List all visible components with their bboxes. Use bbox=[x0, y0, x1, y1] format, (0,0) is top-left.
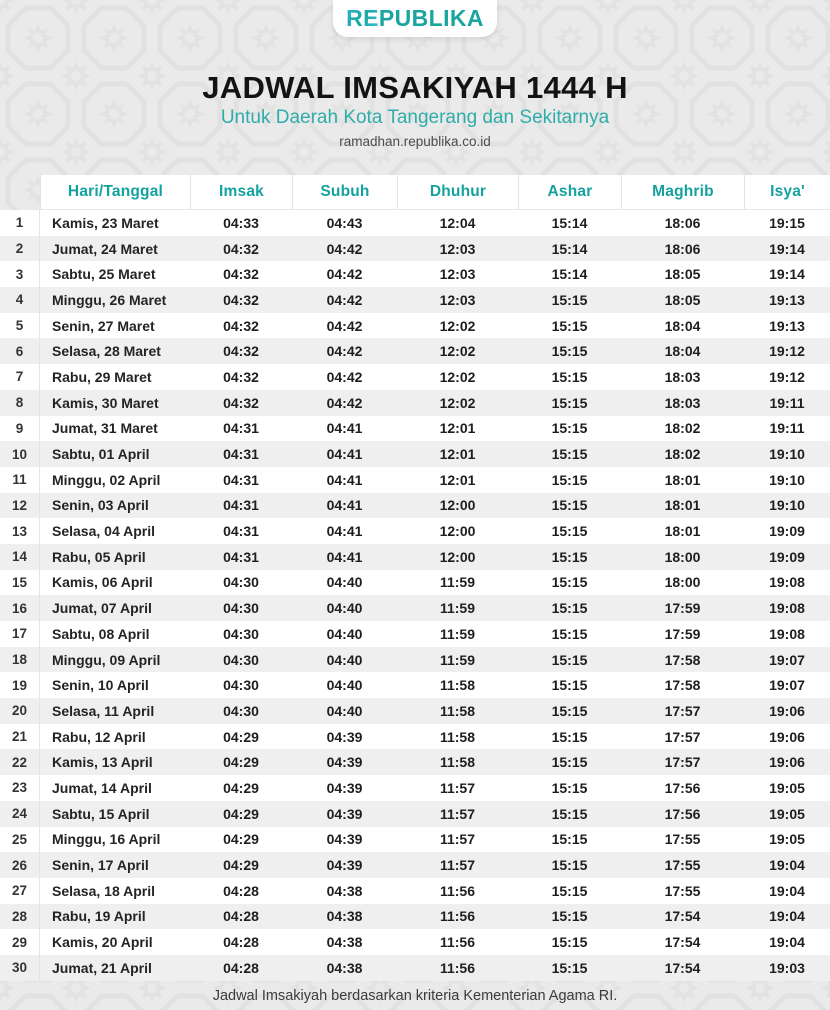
table-row bbox=[0, 261, 830, 287]
dhuhur-time: 12:03 bbox=[439, 266, 476, 283]
subuh-time: 04:38 bbox=[326, 934, 363, 951]
isya-time: 19:05 bbox=[769, 779, 805, 796]
row-number: 21 bbox=[0, 724, 40, 750]
imsak-time: 04:30 bbox=[223, 600, 259, 617]
maghrib-time: 18:03 bbox=[664, 394, 701, 411]
table-row bbox=[0, 338, 830, 364]
subuh-time: 04:40 bbox=[326, 574, 363, 591]
table-row bbox=[0, 724, 830, 750]
table-row bbox=[0, 441, 830, 467]
maghrib-time: 17:58 bbox=[664, 677, 701, 694]
dhuhur-time: 12:04 bbox=[439, 214, 476, 231]
row-number: 8 bbox=[0, 390, 40, 416]
header-cell-maghrib: Maghrib bbox=[621, 175, 744, 210]
republika-logo-badge bbox=[333, 0, 497, 37]
ashar-time: 15:15 bbox=[551, 548, 588, 565]
header-cell-number bbox=[0, 175, 40, 210]
day-date-cell: Senin, 03 April bbox=[52, 497, 149, 514]
maghrib-time: 17:58 bbox=[664, 651, 701, 668]
subuh-time: 04:38 bbox=[326, 882, 363, 899]
dhuhur-time: 12:03 bbox=[439, 240, 476, 257]
subuh-time: 04:41 bbox=[326, 523, 363, 540]
dhuhur-time: 12:03 bbox=[439, 291, 476, 308]
isya-time: 19:08 bbox=[769, 574, 805, 591]
table-row bbox=[0, 570, 830, 596]
imsak-time: 04:30 bbox=[223, 625, 259, 642]
table-row bbox=[0, 929, 830, 955]
day-date-cell: Senin, 17 April bbox=[52, 857, 149, 874]
table-row bbox=[0, 852, 830, 878]
imsak-time: 04:31 bbox=[223, 548, 259, 565]
maghrib-time: 17:57 bbox=[664, 754, 701, 771]
ashar-time: 15:14 bbox=[551, 214, 588, 231]
ashar-time: 15:15 bbox=[551, 446, 588, 463]
day-date-cell: Rabu, 12 April bbox=[52, 728, 146, 745]
day-date-cell: Minggu, 26 Maret bbox=[52, 291, 167, 308]
row-number: 11 bbox=[0, 467, 40, 493]
subuh-time: 04:40 bbox=[326, 625, 363, 642]
ashar-time: 15:15 bbox=[551, 831, 588, 848]
imsak-time: 04:31 bbox=[223, 420, 259, 437]
imsak-time: 04:32 bbox=[223, 240, 259, 257]
header-cell-day-date: Hari/Tanggal bbox=[40, 175, 190, 210]
imsak-time: 04:31 bbox=[223, 523, 259, 540]
table-row bbox=[0, 416, 830, 442]
imsak-time: 04:29 bbox=[223, 779, 259, 796]
table-row bbox=[0, 493, 830, 519]
schedule-table-body bbox=[0, 210, 830, 981]
day-date-cell: Rabu, 19 April bbox=[52, 908, 146, 925]
subuh-time: 04:42 bbox=[326, 240, 363, 257]
ashar-time: 15:14 bbox=[551, 240, 588, 257]
row-number: 9 bbox=[0, 416, 40, 442]
ashar-time: 15:15 bbox=[551, 908, 588, 925]
isya-time: 19:06 bbox=[769, 728, 805, 745]
maghrib-time: 17:54 bbox=[664, 934, 701, 951]
subuh-time: 04:41 bbox=[326, 471, 363, 488]
footer-note: Jadwal Imsakiyah berdasarkan kriteria Kementerian Agama RI. bbox=[212, 987, 618, 1004]
dhuhur-time: 11:57 bbox=[439, 831, 476, 848]
row-number: 13 bbox=[0, 518, 40, 544]
subuh-time: 04:41 bbox=[326, 446, 363, 463]
row-number: 4 bbox=[0, 287, 40, 313]
isya-time: 19:05 bbox=[769, 805, 805, 822]
isya-time: 19:14 bbox=[769, 266, 805, 283]
isya-time: 19:12 bbox=[769, 368, 805, 385]
isya-time: 19:08 bbox=[769, 600, 805, 617]
table-row bbox=[0, 364, 830, 390]
isya-time: 19:06 bbox=[769, 702, 805, 719]
maghrib-time: 18:01 bbox=[664, 523, 701, 540]
dhuhur-time: 12:02 bbox=[439, 317, 476, 334]
table-row bbox=[0, 749, 830, 775]
ashar-time: 15:15 bbox=[551, 651, 588, 668]
row-number: 26 bbox=[0, 852, 40, 878]
dhuhur-time: 11:56 bbox=[439, 934, 476, 951]
dhuhur-time: 11:59 bbox=[439, 600, 476, 617]
day-date-cell: Kamis, 30 Maret bbox=[52, 394, 159, 411]
ashar-time: 15:15 bbox=[551, 394, 588, 411]
dhuhur-time: 11:56 bbox=[439, 959, 476, 976]
maghrib-time: 18:06 bbox=[664, 214, 701, 231]
maghrib-time: 18:01 bbox=[664, 471, 701, 488]
dhuhur-time: 12:02 bbox=[439, 368, 476, 385]
header-cell-ashar: Ashar bbox=[518, 175, 621, 210]
isya-time: 19:11 bbox=[769, 394, 805, 411]
maghrib-time: 17:54 bbox=[664, 959, 701, 976]
subuh-time: 04:43 bbox=[326, 214, 363, 231]
isya-time: 19:09 bbox=[769, 523, 805, 540]
subuh-time: 04:42 bbox=[326, 343, 363, 360]
table-row bbox=[0, 878, 830, 904]
isya-time: 19:04 bbox=[769, 908, 805, 925]
dhuhur-time: 11:57 bbox=[439, 805, 476, 822]
dhuhur-time: 11:57 bbox=[439, 779, 476, 796]
ashar-time: 15:15 bbox=[551, 779, 588, 796]
ashar-time: 15:15 bbox=[551, 343, 588, 360]
dhuhur-time: 12:00 bbox=[439, 548, 476, 565]
isya-time: 19:14 bbox=[769, 240, 805, 257]
row-number: 19 bbox=[0, 672, 40, 698]
imsak-time: 04:29 bbox=[223, 831, 259, 848]
table-row bbox=[0, 236, 830, 262]
day-date-cell: Minggu, 16 April bbox=[52, 831, 161, 848]
ashar-time: 15:15 bbox=[551, 702, 588, 719]
subuh-time: 04:39 bbox=[326, 728, 363, 745]
row-number: 17 bbox=[0, 621, 40, 647]
subuh-time: 04:41 bbox=[326, 497, 363, 514]
maghrib-time: 18:04 bbox=[664, 343, 701, 360]
row-number: 29 bbox=[0, 929, 40, 955]
subuh-time: 04:42 bbox=[326, 368, 363, 385]
dhuhur-time: 12:00 bbox=[439, 523, 476, 540]
day-date-cell: Minggu, 02 April bbox=[52, 471, 161, 488]
isya-time: 19:08 bbox=[769, 625, 805, 642]
day-date-cell: Jumat, 14 April bbox=[52, 779, 152, 796]
isya-time: 19:09 bbox=[769, 548, 805, 565]
day-date-cell: Jumat, 07 April bbox=[52, 600, 152, 617]
ashar-time: 15:15 bbox=[551, 934, 588, 951]
subuh-time: 04:39 bbox=[326, 831, 363, 848]
dhuhur-time: 11:58 bbox=[439, 702, 476, 719]
maghrib-time: 17:59 bbox=[664, 600, 701, 617]
dhuhur-time: 11:57 bbox=[439, 857, 476, 874]
header-cell-imsak: Imsak bbox=[190, 175, 292, 210]
dhuhur-time: 12:01 bbox=[439, 471, 476, 488]
row-number: 20 bbox=[0, 698, 40, 724]
ashar-time: 15:15 bbox=[551, 497, 588, 514]
website-url: ramadhan.republika.co.id bbox=[339, 134, 491, 149]
isya-time: 19:07 bbox=[769, 677, 805, 694]
maghrib-time: 17:55 bbox=[664, 831, 701, 848]
table-row bbox=[0, 827, 830, 853]
imsak-time: 04:32 bbox=[223, 343, 259, 360]
day-date-cell: Jumat, 21 April bbox=[52, 959, 152, 976]
table-row bbox=[0, 287, 830, 313]
republika-logo bbox=[346, 7, 484, 30]
ashar-time: 15:15 bbox=[551, 728, 588, 745]
dhuhur-time: 11:59 bbox=[439, 651, 476, 668]
row-number: 22 bbox=[0, 749, 40, 775]
ashar-time: 15:15 bbox=[551, 959, 588, 976]
ashar-time: 15:15 bbox=[551, 677, 588, 694]
row-number: 10 bbox=[0, 441, 40, 467]
day-date-cell: Rabu, 05 April bbox=[52, 548, 146, 565]
imsak-time: 04:28 bbox=[223, 959, 259, 976]
imsak-time: 04:29 bbox=[223, 857, 259, 874]
subuh-time: 04:41 bbox=[326, 548, 363, 565]
table-row bbox=[0, 801, 830, 827]
subuh-time: 04:39 bbox=[326, 805, 363, 822]
row-number: 3 bbox=[0, 261, 40, 287]
row-number: 25 bbox=[0, 827, 40, 853]
table-row bbox=[0, 210, 830, 236]
imsak-time: 04:29 bbox=[223, 754, 259, 771]
dhuhur-time: 11:59 bbox=[439, 625, 476, 642]
maghrib-time: 18:05 bbox=[664, 291, 701, 308]
isya-time: 19:04 bbox=[769, 934, 805, 951]
ashar-time: 15:15 bbox=[551, 600, 588, 617]
table-row bbox=[0, 775, 830, 801]
isya-time: 19:06 bbox=[769, 754, 805, 771]
table-row bbox=[0, 647, 830, 673]
row-number: 5 bbox=[0, 313, 40, 339]
dhuhur-time: 11:59 bbox=[439, 574, 476, 591]
row-number: 18 bbox=[0, 647, 40, 673]
day-date-cell: Sabtu, 01 April bbox=[52, 446, 150, 463]
row-number: 12 bbox=[0, 493, 40, 519]
imsak-time: 04:32 bbox=[223, 368, 259, 385]
ashar-time: 15:15 bbox=[551, 857, 588, 874]
imsak-time: 04:28 bbox=[223, 934, 259, 951]
isya-time: 19:07 bbox=[769, 651, 805, 668]
isya-time: 19:13 bbox=[769, 317, 805, 334]
day-date-cell: Selasa, 28 Maret bbox=[52, 343, 161, 360]
subuh-time: 04:40 bbox=[326, 600, 363, 617]
logo-publika-text: PUBLIKA bbox=[378, 5, 484, 31]
day-date-cell: Kamis, 20 April bbox=[52, 934, 153, 951]
maghrib-time: 17:55 bbox=[664, 882, 701, 899]
row-number: 14 bbox=[0, 544, 40, 570]
maghrib-time: 18:03 bbox=[664, 368, 701, 385]
imsak-time: 04:33 bbox=[223, 214, 259, 231]
isya-time: 19:12 bbox=[769, 343, 805, 360]
maghrib-time: 18:06 bbox=[664, 240, 701, 257]
maghrib-time: 18:04 bbox=[664, 317, 701, 334]
imsak-time: 04:31 bbox=[223, 471, 259, 488]
dhuhur-time: 11:56 bbox=[439, 882, 476, 899]
row-number: 30 bbox=[0, 955, 40, 981]
table-row bbox=[0, 518, 830, 544]
header-cell-subuh: Subuh bbox=[292, 175, 397, 210]
dhuhur-time: 12:00 bbox=[439, 497, 476, 514]
subuh-time: 04:39 bbox=[326, 779, 363, 796]
ashar-time: 15:15 bbox=[551, 805, 588, 822]
imsak-time: 04:32 bbox=[223, 394, 259, 411]
row-number: 23 bbox=[0, 775, 40, 801]
subuh-time: 04:41 bbox=[326, 420, 363, 437]
table-row bbox=[0, 544, 830, 570]
subuh-time: 04:42 bbox=[326, 291, 363, 308]
dhuhur-time: 12:02 bbox=[439, 343, 476, 360]
row-number: 27 bbox=[0, 878, 40, 904]
table-row bbox=[0, 955, 830, 981]
imsak-time: 04:31 bbox=[223, 497, 259, 514]
row-number: 28 bbox=[0, 904, 40, 930]
schedule-table bbox=[0, 175, 830, 981]
row-number: 7 bbox=[0, 364, 40, 390]
maghrib-time: 18:02 bbox=[664, 446, 701, 463]
maghrib-time: 18:01 bbox=[664, 497, 701, 514]
day-date-cell: Selasa, 18 April bbox=[52, 882, 155, 899]
imsak-time: 04:32 bbox=[223, 266, 259, 283]
ashar-time: 15:14 bbox=[551, 266, 588, 283]
day-date-cell: Minggu, 09 April bbox=[52, 651, 161, 668]
imsak-time: 04:28 bbox=[223, 908, 259, 925]
imsak-time: 04:29 bbox=[223, 805, 259, 822]
ashar-time: 15:15 bbox=[551, 471, 588, 488]
table-row bbox=[0, 698, 830, 724]
dhuhur-time: 12:01 bbox=[439, 446, 476, 463]
dhuhur-time: 12:02 bbox=[439, 394, 476, 411]
table-row bbox=[0, 390, 830, 416]
dhuhur-time: 11:56 bbox=[439, 908, 476, 925]
isya-time: 19:10 bbox=[769, 471, 805, 488]
maghrib-time: 17:55 bbox=[664, 857, 701, 874]
day-date-cell: Rabu, 29 Maret bbox=[52, 368, 152, 385]
day-date-cell: Kamis, 06 April bbox=[52, 574, 153, 591]
ashar-time: 15:15 bbox=[551, 317, 588, 334]
table-row bbox=[0, 672, 830, 698]
day-date-cell: Kamis, 13 April bbox=[52, 754, 153, 771]
row-number: 2 bbox=[0, 236, 40, 262]
row-number: 6 bbox=[0, 338, 40, 364]
table-row bbox=[0, 313, 830, 339]
ashar-time: 15:15 bbox=[551, 882, 588, 899]
isya-time: 19:04 bbox=[769, 882, 805, 899]
subuh-time: 04:40 bbox=[326, 651, 363, 668]
ashar-time: 15:15 bbox=[551, 368, 588, 385]
subuh-time: 04:39 bbox=[326, 857, 363, 874]
imsak-time: 04:30 bbox=[223, 677, 259, 694]
day-date-cell: Sabtu, 08 April bbox=[52, 625, 150, 642]
imsak-time: 04:31 bbox=[223, 446, 259, 463]
imsak-time: 04:28 bbox=[223, 882, 259, 899]
maghrib-time: 17:57 bbox=[664, 728, 701, 745]
maghrib-time: 17:56 bbox=[664, 805, 701, 822]
imsak-time: 04:30 bbox=[223, 651, 259, 668]
subuh-time: 04:38 bbox=[326, 959, 363, 976]
isya-time: 19:10 bbox=[769, 497, 805, 514]
header-cell-isya: Isya' bbox=[744, 175, 830, 210]
row-number: 16 bbox=[0, 595, 40, 621]
subuh-time: 04:42 bbox=[326, 317, 363, 334]
table-header-row bbox=[0, 175, 830, 210]
isya-time: 19:10 bbox=[769, 446, 805, 463]
maghrib-time: 18:02 bbox=[664, 420, 701, 437]
page-title: JADWAL IMSAKIYAH 1444 H bbox=[202, 70, 628, 105]
day-date-cell: Senin, 27 Maret bbox=[52, 317, 155, 334]
ashar-time: 15:15 bbox=[551, 420, 588, 437]
isya-time: 19:13 bbox=[769, 291, 805, 308]
subuh-time: 04:40 bbox=[326, 702, 363, 719]
table-row bbox=[0, 467, 830, 493]
page-subtitle: Untuk Daerah Kota Tangerang dan Sekitarnya bbox=[220, 107, 610, 128]
day-date-cell: Senin, 10 April bbox=[52, 677, 149, 694]
day-date-cell: Sabtu, 25 Maret bbox=[52, 266, 156, 283]
isya-time: 19:03 bbox=[769, 959, 805, 976]
subuh-time: 04:42 bbox=[326, 266, 363, 283]
row-number: 15 bbox=[0, 570, 40, 596]
subuh-time: 04:39 bbox=[326, 754, 363, 771]
isya-time: 19:04 bbox=[769, 857, 805, 874]
ashar-time: 15:15 bbox=[551, 291, 588, 308]
day-date-cell: Sabtu, 15 April bbox=[52, 805, 150, 822]
table-row bbox=[0, 904, 830, 930]
imsak-time: 04:30 bbox=[223, 702, 259, 719]
dhuhur-time: 11:58 bbox=[439, 754, 476, 771]
imsak-time: 04:32 bbox=[223, 291, 259, 308]
maghrib-time: 18:05 bbox=[664, 266, 701, 283]
ashar-time: 15:15 bbox=[551, 574, 588, 591]
subuh-time: 04:42 bbox=[326, 394, 363, 411]
dhuhur-time: 11:58 bbox=[439, 677, 476, 694]
imsak-time: 04:30 bbox=[223, 574, 259, 591]
dhuhur-time: 12:01 bbox=[439, 420, 476, 437]
subuh-time: 04:40 bbox=[326, 677, 363, 694]
day-date-cell: Selasa, 04 April bbox=[52, 523, 155, 540]
day-date-cell: Kamis, 23 Maret bbox=[52, 214, 159, 231]
ashar-time: 15:15 bbox=[551, 754, 588, 771]
dhuhur-time: 11:58 bbox=[439, 728, 476, 745]
table-row bbox=[0, 621, 830, 647]
isya-time: 19:11 bbox=[769, 420, 805, 437]
day-date-cell: Jumat, 24 Maret bbox=[52, 240, 158, 257]
header-cell-dhuhur: Dhuhur bbox=[397, 175, 518, 210]
maghrib-time: 18:00 bbox=[664, 548, 701, 565]
day-date-cell: Selasa, 11 April bbox=[52, 702, 155, 719]
isya-time: 19:05 bbox=[769, 831, 805, 848]
maghrib-time: 17:57 bbox=[664, 702, 701, 719]
ashar-time: 15:15 bbox=[551, 523, 588, 540]
row-number: 1 bbox=[0, 210, 40, 236]
ashar-time: 15:15 bbox=[551, 625, 588, 642]
table-row bbox=[0, 595, 830, 621]
day-date-cell: Jumat, 31 Maret bbox=[52, 420, 158, 437]
maghrib-time: 17:59 bbox=[664, 625, 701, 642]
maghrib-time: 17:56 bbox=[664, 779, 701, 796]
isya-time: 19:15 bbox=[769, 214, 805, 231]
imsak-time: 04:32 bbox=[223, 317, 259, 334]
subuh-time: 04:38 bbox=[326, 908, 363, 925]
imsak-time: 04:29 bbox=[223, 728, 259, 745]
logo-re-text: RE bbox=[346, 5, 379, 31]
row-number: 24 bbox=[0, 801, 40, 827]
maghrib-time: 18:00 bbox=[664, 574, 701, 591]
maghrib-time: 17:54 bbox=[664, 908, 701, 925]
